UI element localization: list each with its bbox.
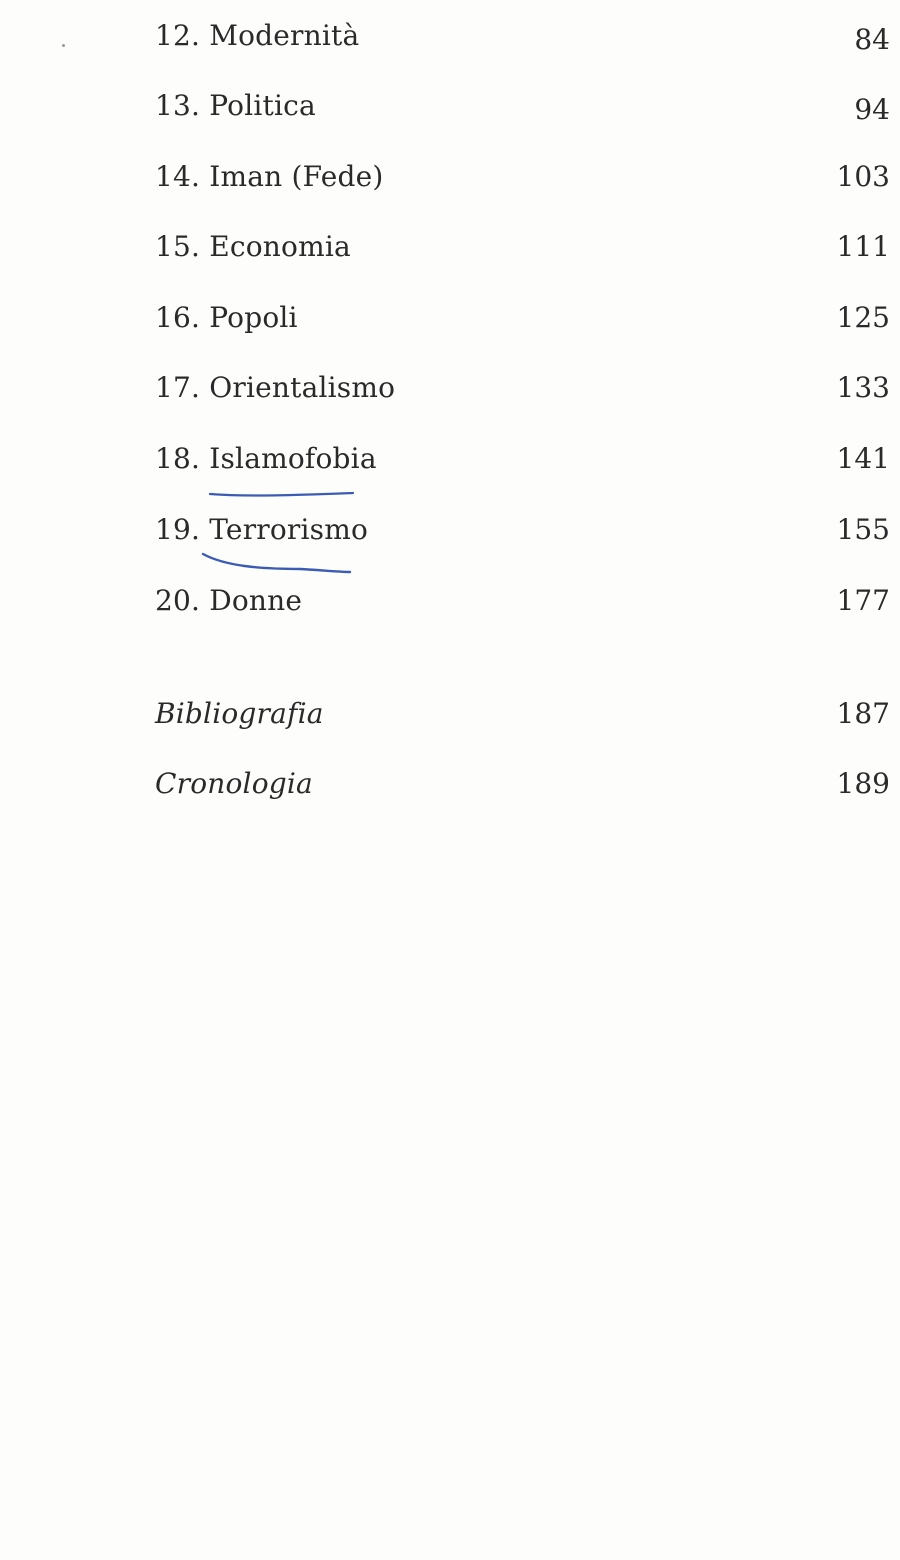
toc-entry-title: 13. Politica bbox=[155, 89, 316, 122]
toc-entry-title: 12. Modernità bbox=[155, 19, 360, 52]
toc-entry-page-number: 94 bbox=[854, 93, 890, 126]
toc-entry-chapter-16 bbox=[0, 296, 900, 346]
toc-entry-chapter-18 bbox=[0, 437, 900, 487]
toc-entry-title: 18. Islamofobia bbox=[155, 442, 377, 475]
toc-entry-chapter-20 bbox=[0, 579, 900, 629]
toc-entry-page-number: 189 bbox=[836, 767, 890, 800]
toc-entry-title: Bibliografia bbox=[155, 697, 324, 730]
toc-entry-chapter-13 bbox=[0, 84, 900, 134]
toc-entry-title: 15. Economia bbox=[155, 230, 351, 263]
toc-entry-page-number: 103 bbox=[836, 160, 890, 193]
toc-entry-title: 17. Orientalismo bbox=[155, 371, 396, 404]
toc-entry-chapter-14 bbox=[0, 155, 900, 205]
toc-entry-page-number: 141 bbox=[836, 442, 890, 475]
toc-entry-title: Cronologia bbox=[155, 767, 313, 800]
pen-underline-islamofobia bbox=[210, 493, 353, 496]
toc-entry-title: 19. Terrorismo bbox=[155, 513, 369, 546]
toc-entry-page-number: 125 bbox=[836, 301, 890, 334]
toc-entry-page-number: 84 bbox=[854, 23, 890, 56]
toc-entry-title: 16. Popoli bbox=[155, 301, 298, 334]
toc-entry-chronology bbox=[0, 762, 900, 812]
toc-entry-page-number: 177 bbox=[836, 584, 890, 617]
toc-entry-page-number: 133 bbox=[836, 371, 890, 404]
paper-speck bbox=[62, 44, 65, 47]
toc-entry-bibliography bbox=[0, 692, 900, 742]
toc-entry-page-number: 187 bbox=[836, 697, 890, 730]
toc-entry-title: 20. Donne bbox=[155, 584, 303, 617]
toc-entry-page-number: 155 bbox=[836, 513, 890, 546]
toc-entry-chapter-12 bbox=[0, 14, 900, 64]
toc-entry-chapter-17 bbox=[0, 366, 900, 416]
toc-entry-chapter-15 bbox=[0, 225, 900, 275]
toc-entry-page-number: 111 bbox=[836, 230, 890, 263]
toc-entry-title: 14. Iman (Fede) bbox=[155, 160, 384, 193]
toc-entry-chapter-19 bbox=[0, 508, 900, 558]
